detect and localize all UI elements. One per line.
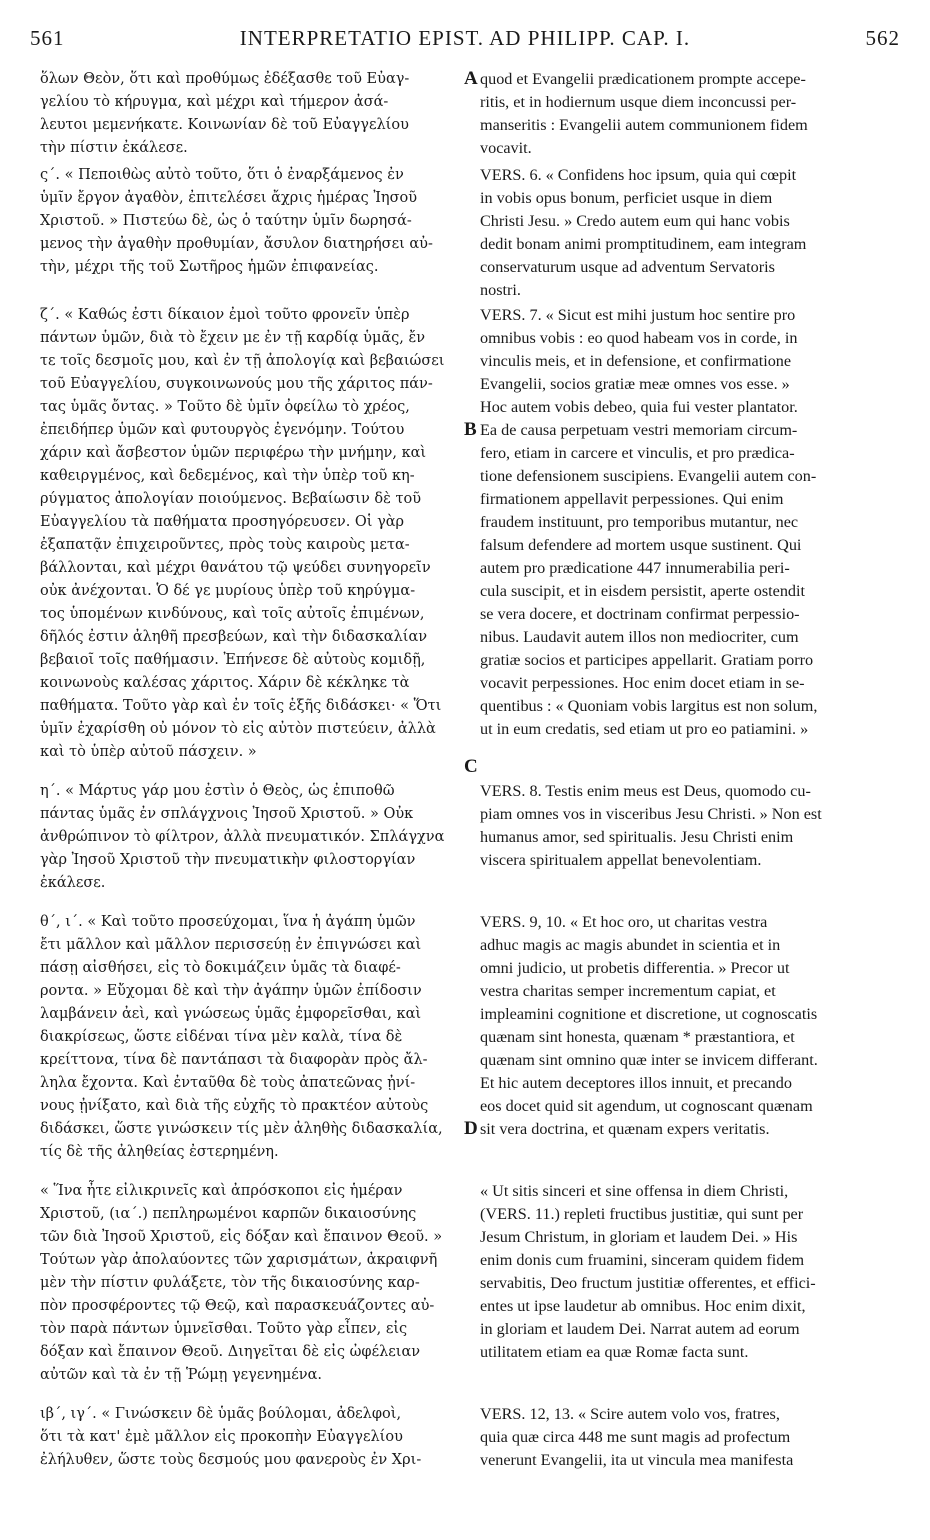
latin-text-line: conservaturum usque ad adventum Servatoris xyxy=(480,258,775,276)
latin-text-line: Et hic autem deceptores illos innuit, et precando xyxy=(480,1074,792,1092)
greek-text-line: ἐλήλυθεν, ὥστε τοὺς δεσμούς μου φανεροὺς ἐν Χρι- xyxy=(40,1452,422,1468)
greek-text-line: ληλα ἔχοντα. Καὶ ἐνταῦθα δὲ τοὺς ἀπατεῶνας ᾐνί- xyxy=(40,1075,416,1091)
latin-text-line: omnibus vobis : eo quod habeam vos in corde, in xyxy=(480,329,798,347)
page-number-right: 562 xyxy=(865,26,900,50)
latin-text-line: VERS. 7. « Sicut est mihi justum hoc sentire pro xyxy=(480,306,796,324)
greek-text-line: θ΄, ι΄. « Καὶ τοῦτο προσεύχομαι, ἵνα ἡ ἀγάπη ὑμῶν xyxy=(40,914,416,930)
greek-text-line: πάντων ὑμῶν, διὰ τὸ ἔχειν με ἐν τῇ καρδίᾳ ὑμᾶς, ἔν xyxy=(40,330,426,346)
greek-text-line: η΄. « Μάρτυς γάρ μου ἐστὶν ὁ Θεὸς, ὡς ἐπιποθῶ xyxy=(40,783,395,799)
greek-text-line: ἔτι μᾶλλον καὶ μᾶλλον περισσεύῃ ἐν ἐπιγνώσει καὶ xyxy=(40,937,422,953)
latin-text-line: eos docet quid sit agendum, ut cognoscant quænam xyxy=(480,1097,813,1115)
greek-text-line: ιβ΄, ιγ΄. « Γινώσκειν δὲ ὑμᾶς βούλομαι, ἀδελφοὶ, xyxy=(40,1406,402,1422)
greek-text-line: ἐκάλεσε. xyxy=(40,875,106,891)
latin-text-line: Hoc autem vobis debeo, quia fui vester plantator. xyxy=(480,398,798,416)
latin-text-line: « Ut sitis sinceri et sine offensa in diem Christi, xyxy=(480,1182,789,1200)
section-marker: C xyxy=(464,756,478,777)
running-title: INTERPRETATIO EPIST. AD PHILIPP. CAP. I. xyxy=(239,26,691,50)
greek-text-line: καθειργμένος, καὶ δεδεμένος, καὶ τὴν ὑπὲρ τοῦ κη- xyxy=(40,468,415,484)
greek-text-line: πάσῃ αἰσθήσει, εἰς τὸ δοκιμάζειν ὑμᾶς τὰ διαφέ- xyxy=(40,960,401,976)
latin-text-line: piam omnes vos in visceribus Jesu Christi. » Non est xyxy=(480,805,822,823)
greek-text-line: ὅλων Θεὸν, ὅτι καὶ προθύμως ἐδέξασθε τοῦ Εὐαγ- xyxy=(40,71,410,87)
greek-text-line: Χριστοῦ, (ια΄.) πεπληρωμένοι καρπῶν δικαιοσύνης xyxy=(40,1206,417,1222)
greek-text-line: δῆλός ἐστιν ἀληθῆ πρεσβεύων, καὶ τὴν διδασκαλίαν xyxy=(40,629,428,645)
latin-text-line: VERS. 12, 13. « Scire autem volo vos, fratres, xyxy=(480,1405,780,1423)
latin-text-line: VERS. 8. Testis enim meus est Deus, quomodo cu- xyxy=(480,782,811,800)
greek-text-line: παθήματα. Τοῦτο γὰρ καὶ ἐν τοῖς ἑξῆς διδάσκει· « Ὅτι xyxy=(40,698,442,714)
section-marker: D xyxy=(464,1118,478,1139)
latin-text-line: quentibus : « Quoniam vobis largitus est non solum, xyxy=(480,697,818,715)
greek-text-line: τος ὑπομένων κινδύνους, καὶ τοῖς αὐτοῖς ἐπιμένων, xyxy=(40,606,425,622)
latin-text-line: fero, etiam in carcere et vinculis, et pro prædica- xyxy=(480,444,795,462)
greek-text-line: κοινωνοὺς καλέσας χάριτος. Χάριν δὲ κέκληκε τὰ xyxy=(40,675,410,691)
latin-text-line: vocavit perpessiones. Hoc enim docet etiam in se- xyxy=(480,674,805,692)
greek-text-line: τας ὑμᾶς ὄντας. » Τοῦτο δὲ ὑμῖν ὀφείλω τὸ χρέος, xyxy=(40,399,410,415)
latin-text-line: nibus. Laudavit autem illos non mediocriter, cum xyxy=(480,628,799,646)
greek-text-line: ζ΄. « Καθώς ἐστι δίκαιον ἐμοὶ τοῦτο φρονεῖν ὑπὲρ xyxy=(40,307,410,323)
greek-text-line: τὴν, μέχρι τῆς τοῦ Σωτῆρος ἡμῶν ἐπιφανείας. xyxy=(40,259,379,275)
latin-text-line: VERS. 6. « Confidens hoc ipsum, quia qui cœpit xyxy=(480,166,797,184)
greek-text-line: Τούτων γὰρ ἀπολαύοντες τῶν χαρισμάτων, ἀκραιφνῆ xyxy=(40,1252,438,1268)
greek-text-line: ὅτι τὰ κατ' ἐμὲ μᾶλλον εἰς προκοπὴν Εὐαγγελίου xyxy=(40,1429,403,1445)
greek-text-line: πάντας ὑμᾶς ἐν σπλάγχνοις Ἰησοῦ Χριστοῦ. » Οὐκ xyxy=(40,806,414,822)
greek-text-line: διακρίσεως, ὥστε εἰδέναι τίνα μὲν καλὰ, τίνα δὲ xyxy=(40,1029,403,1045)
latin-text-line: Christi Jesu. » Credo autem eum qui hanc vobis xyxy=(480,212,790,230)
greek-text-line: « Ἵνα ἦτε εἰλικρινεῖς καὶ ἀπρόσκοποι εἰς ἡμέραν xyxy=(40,1183,403,1199)
latin-text-line: vestra charitas semper incrementum capiat, et xyxy=(480,982,776,1000)
latin-text-line: in gloriam et laudem Dei. Narrat autem ad eorum xyxy=(480,1320,800,1338)
latin-text-line: vocavit. xyxy=(480,139,532,157)
greek-text-line: ς΄. « Πεποιθὼς αὐτὸ τοῦτο, ὅτι ὁ ἐναρξάμενος ἐν xyxy=(40,167,404,183)
latin-text-line: servabitis, Deo fructum justitiæ offerentes, et effici- xyxy=(480,1274,816,1292)
greek-text-line: αὐτῶν καὶ τὰ ἐν τῇ Ῥώμῃ γεγενημένα. xyxy=(40,1367,322,1383)
greek-text-line: ἐπειδήπερ ὑμῶν καὶ φυτουργὸς ἐγενόμην. Τούτου xyxy=(40,422,405,438)
greek-text-line: τοῦ Εὐαγγελίου, συγκοινωνούς μου τῆς χάριτος πάν- xyxy=(40,376,433,392)
latin-text-line: sit vera doctrina, et quænam expers veritatis. xyxy=(480,1120,770,1138)
greek-text-line: βάλλονται, καὶ μέχρι θανάτου τῷ ψεύδει συνηγορεῖν xyxy=(40,560,431,576)
latin-text-line: VERS. 9, 10. « Et hoc oro, ut charitas vestra xyxy=(480,913,768,931)
latin-text-line: fraudem instituunt, pro temporibus mutantur, nec xyxy=(480,513,799,531)
latin-text-line: firmationem appellavit perpessiones. Qui enim xyxy=(480,490,784,508)
latin-text-line: quod et Evangelii prædicationem prompte accepe- xyxy=(480,70,806,88)
latin-text-line: quia quæ circa 448 me sunt magis ad profectum xyxy=(480,1428,791,1446)
greek-text-line: τὸν παρὰ πάντων ὑμνεῖσθαι. Τοῦτο γὰρ εἶπεν, εἰς xyxy=(40,1321,408,1337)
greek-text-line: γὰρ Ἰησοῦ Χριστοῦ τὴν πνευματικὴν φιλοστοργίαν xyxy=(40,852,416,868)
greek-text-line: νους ᾐνίξατο, καὶ διὰ τῆς εὐχῆς τὸ πρακτέον αὐτοὺς xyxy=(40,1098,429,1114)
greek-text-line: μενος τὴν ἀγαθὴν προθυμίαν, ἄσυλον διατηρήσει αὐ- xyxy=(40,236,433,252)
latin-text-line: enim donis cum fruamini, sinceram quidem fidem xyxy=(480,1251,805,1269)
greek-text-line: λευτοι μεμενήκατε. Κοινωνίαν δὲ τοῦ Εὐαγγελίου xyxy=(40,117,409,133)
latin-text-line: se vera docere, et doctrinam confirmat perpessio- xyxy=(480,605,800,623)
greek-text-line: γελίου τὸ κήρυγμα, καὶ μέχρι καὶ τήμερον ἀσά- xyxy=(40,94,389,110)
latin-text-line: vinculis meis, et in defensione, et confirmatione xyxy=(480,352,792,370)
greek-text-line: ὑμῖν ἐχαρίσθη οὐ μόνον τὸ εἰς αὐτὸν πιστεύειν, ἀλλὰ xyxy=(40,721,436,737)
greek-text-line: βεβαιοῖ τοῖς παθήμασιν. Ἐπήνεσε δὲ αὐτοὺς κομιδῇ, xyxy=(40,652,426,668)
greek-text-line: δόξαν καὶ ἔπαινον Θεοῦ. Διηγεῖται δὲ εἰς ὠφέλειαν xyxy=(40,1344,421,1360)
greek-text-line: Εὐαγγελίου τὰ παθήματα προσηγόρευσεν. Οἱ γὰρ xyxy=(40,514,405,530)
greek-text-line: ἀνθρώπινον τὸ φίλτρον, ἀλλὰ πνευματικόν. Σπλάγχνα xyxy=(40,829,445,845)
latin-text-line: quænam sint omnino quæ inter se invicem differant. xyxy=(480,1051,818,1069)
greek-text-line: ροντα. » Εὔχομαι δὲ καὶ τὴν ἀγάπην ὑμῶν ἐπίδοσιν xyxy=(40,983,422,999)
latin-text-line: Ea de causa perpetuam vestri memoriam circum- xyxy=(480,421,798,439)
greek-text-line: κρείττονα, τίνα δὲ παντάπασι τὰ διαφορὰν πρὸς ἄλ- xyxy=(40,1052,428,1068)
section-marker: A xyxy=(464,68,478,89)
latin-text-line: ritis, et in hodiernum usque diem inconcussi per- xyxy=(480,93,797,111)
latin-text-line: dedit bonam animi promptitudinem, eam integram xyxy=(480,235,807,253)
greek-text-line: τε τοῖς δεσμοῖς μου, καὶ ἐν τῇ ἀπολογίᾳ καὶ βεβαιώσει xyxy=(40,353,445,369)
latin-text-line: gratiæ socios et participes appellarit. Gratiam porro xyxy=(480,651,814,669)
latin-text-line: quænam sint honesta, quænam * præstantiora, et xyxy=(480,1028,795,1046)
latin-text-line: (VERS. 11.) repleti fructibus justitiæ, qui sunt per xyxy=(480,1205,804,1223)
greek-text-line: διδάσκει, ὥστε γινώσκειν τίς μὲν ἀληθὴς διδασκαλία, xyxy=(40,1121,443,1137)
latin-text-line: adhuc magis ac magis abundet in scientia et in xyxy=(480,936,781,954)
latin-text-line: impleamini cognitione et discretione, ut cognoscatis xyxy=(480,1005,818,1023)
greek-text-line: πὸν προσφέροντες τῷ Θεῷ, καὶ παρασκευάζοντες αὐ- xyxy=(40,1298,435,1314)
greek-text-line: λαμβάνειν ἀεὶ, καὶ γνώσεως ὑμᾶς ἐμφορεῖσθαι, καὶ xyxy=(40,1006,422,1022)
latin-text-line: in vobis opus bonum, perficiet usque in diem xyxy=(480,189,773,207)
greek-text-line: Χριστοῦ. » Πιστεύω δὲ, ὡς ὁ ταύτην ὑμῖν δωρησά- xyxy=(40,213,412,229)
latin-text-line: utilitatem etiam ea quæ Romæ facta sunt. xyxy=(480,1343,749,1361)
greek-text-line: μὲν τὴν πίστιν φυλάξετε, τὸν τῆς δικαιοσύνης καρ- xyxy=(40,1275,420,1291)
latin-text-line: Jesum Christum, in gloriam et laudem Dei. » His xyxy=(480,1228,798,1246)
latin-text-line: nostri. xyxy=(480,281,521,299)
greek-text-line: καὶ τὸ ὑπὲρ αὐτοῦ πάσχειν. » xyxy=(40,744,257,760)
latin-text-line: cula suscipit, et in eisdem persistit, aperte ostendit xyxy=(480,582,806,600)
latin-text-line: entes ut ipse laudetur ab omnibus. Hoc enim dixit, xyxy=(480,1297,806,1315)
latin-text-line: falsum defendere ad mortem usque sustinent. Qui xyxy=(480,536,802,554)
latin-text-line: Evangelii, socios gratiæ meæ omnes vos esse. » xyxy=(480,375,790,393)
latin-text-line: manseritis : Evangelii autem communionem fidem xyxy=(480,116,808,134)
greek-text-line: ἐξαπατᾷν ἐπιχειροῦντες, πρὸς τοὺς καιροὺς μετα- xyxy=(40,537,410,553)
greek-text-line: τίς δὲ τῆς ἀληθείας ἐστερημένη. xyxy=(40,1144,279,1160)
running-head xyxy=(30,26,900,60)
latin-text-line: omni judicio, ut probetis differentia. » Precor ut xyxy=(480,959,790,977)
latin-text-line: venerunt Evangelii, ita ut vincula mea manifesta xyxy=(480,1451,794,1469)
greek-text-line: ὑμῖν ἔργον ἀγαθὸν, ἐπιτελέσει ἄχρις ἡμέρας Ἰησοῦ xyxy=(40,190,418,206)
greek-text-line: ρύγματος ἀπολογίαν ποιούμενος. Βεβαίωσιν δὲ τοῦ xyxy=(40,491,422,507)
latin-text-line: humanus amor, sed spiritualis. Jesu Christi enim xyxy=(480,828,794,846)
page-number-left: 561 xyxy=(30,26,65,50)
section-marker-gutter xyxy=(464,68,480,1528)
greek-text-line: τὴν πίστιν ἐκάλεσε. xyxy=(40,140,188,156)
latin-text-line: ut in eum credatis, sed etiam ut pro eo patiamini. » xyxy=(480,720,809,738)
greek-text-line: χάριν καὶ ἄσβεστον ὑμῶν περιφέρω τὴν μνήμην, καὶ xyxy=(40,445,427,461)
greek-text-line: τῶν διὰ Ἰησοῦ Χριστοῦ, εἰς δόξαν καὶ ἔπαινον Θεοῦ. » xyxy=(40,1229,443,1245)
latin-text-line: autem pro prædicatione 447 innumerabilia peri- xyxy=(480,559,790,577)
latin-text-line: tione defensionem suscipiens. Evangelii autem con- xyxy=(480,467,817,485)
greek-text-line: οὐκ ἀνέχονται. Ὁ δέ γε μυρίους ὑπὲρ τοῦ κηρύγμα- xyxy=(40,583,416,599)
latin-text-line: viscera spiritualem appellat benevolentiam. xyxy=(480,851,762,869)
section-marker: B xyxy=(464,419,477,440)
